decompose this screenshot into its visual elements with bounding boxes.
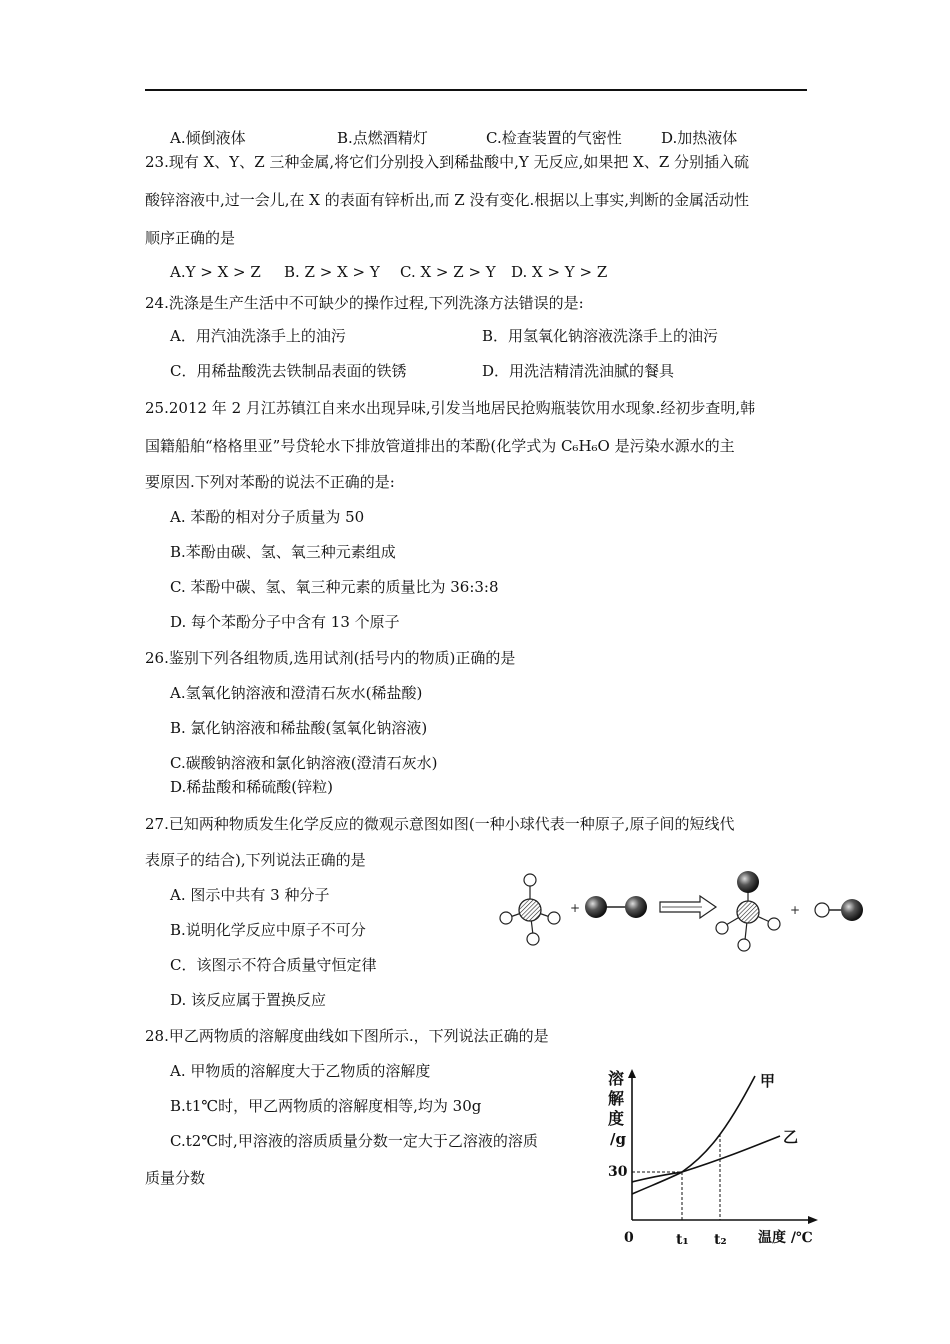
y-axis-label-char-1: 溶	[608, 1069, 625, 1088]
q27-stem-line-1: 27.已知两种物质发生化学反应的微观示意图如图(一种小球代表一种原子,原子间的短线代	[145, 815, 735, 833]
q22-option-c: C.检查装置的气密性	[486, 129, 622, 147]
plus-sign-2: +	[790, 903, 801, 917]
q24-option-b: B．用氢氧化钠溶液洗涤手上的油污	[482, 327, 719, 345]
series-yi-curve	[632, 1136, 780, 1182]
q22-option-d: D.加热液体	[661, 129, 738, 147]
q24-stem: 24.洗涤是生产生活中不可缺少的操作过程,下列洗涤方法错误的是:	[145, 294, 584, 312]
q23-stem-line-2: 酸锌溶液中,过一会儿,在 X 的表面有锌析出,而 Z 没有变化.根据以上事实,判断的金属活动性	[145, 191, 750, 209]
solubility-chart	[600, 1064, 830, 1254]
q23-option-c: C. X > Z > Y	[400, 263, 496, 281]
q26-option-c: C.碳酸钠溶液和氯化钠溶液(澄清石灰水)	[170, 754, 438, 772]
q28-option-b: B.t1℃时，甲乙两物质的溶解度相等,均为 30g	[170, 1097, 482, 1115]
q23-option-d: D. X > Y > Z	[511, 263, 608, 281]
y-axis-label-char-2: 解	[608, 1089, 625, 1108]
q26-option-d: D.稀盐酸和稀硫酸(锌粒)	[170, 778, 333, 796]
product-molecule-2	[815, 899, 863, 921]
origin-label: 0	[624, 1230, 634, 1246]
plus-sign-1: +	[570, 901, 581, 915]
q27-option-d: D. 该反应属于置换反应	[170, 991, 327, 1009]
product-molecule-1	[716, 871, 780, 951]
q27-stem-line-2: 表原子的结合),下列说法正确的是	[145, 851, 366, 869]
q25-stem-line-1: 25.2012 年 2 月江苏镇江自来水出现异味,引发当地居民抢购瓶装饮用水现象.经初步查明,韩	[145, 399, 756, 417]
q22-option-b: B.点燃酒精灯	[337, 129, 428, 147]
q27-option-b: B.说明化学反应中原子不可分	[170, 921, 366, 939]
q22-option-a: A.倾倒液体	[170, 129, 246, 147]
reactant-molecule-2	[585, 896, 647, 918]
q26-option-a: A.氢氧化钠溶液和澄清石灰水(稀盐酸)	[170, 684, 423, 702]
q25-option-b: B.苯酚由碳、氢、氧三种元素组成	[170, 543, 396, 561]
reaction-diagram	[490, 862, 870, 962]
q28-option-a: A. 甲物质的溶解度大于乙物质的溶解度	[170, 1062, 431, 1080]
q25-option-c: C. 苯酚中碳、氢、氧三种元素的质量比为 36:3:8	[170, 578, 499, 596]
x-axis-label: 温度 /℃	[758, 1230, 813, 1246]
q25-option-a: A. 苯酚的相对分子质量为 50	[170, 508, 365, 526]
reactant-molecule-1	[500, 874, 560, 945]
x-axis-arrow-icon	[808, 1216, 818, 1224]
y-tick-30: 30	[608, 1164, 628, 1180]
header-rule	[145, 89, 807, 91]
q25-option-d: D. 每个苯酚分子中含有 13 个原子	[170, 613, 400, 631]
x-tick-t2: t₂	[714, 1232, 727, 1248]
q23-option-a: A.Y > X > Z	[170, 263, 261, 281]
q26-option-b: B. 氯化钠溶液和稀盐酸(氢氧化钠溶液)	[170, 719, 428, 737]
q26-stem: 26.鉴别下列各组物质,选用试剂(括号内的物质)正确的是	[145, 649, 516, 667]
series-jia-curve	[632, 1076, 755, 1194]
x-tick-t1: t₁	[676, 1232, 689, 1248]
q24-option-a: A．用汽油洗涤手上的油污	[170, 327, 346, 345]
q27-option-a: A. 图示中共有 3 种分子	[170, 886, 330, 904]
q24-option-d: D．用洗洁精清洗油腻的餐具	[482, 362, 675, 380]
reaction-arrow-icon	[660, 896, 716, 918]
q27-option-c: C．该图示不符合质量守恒定律	[170, 956, 377, 974]
q23-option-b: B. Z > X > Y	[284, 263, 380, 281]
series-jia-label: 甲	[760, 1072, 776, 1090]
y-axis-label-char-3: 度	[608, 1109, 625, 1128]
q25-stem-line-2: 国籍船舶“格格里亚”号贷轮水下排放管道排出的苯酚(化学式为 C₆H₆O 是污染水源水的主	[145, 437, 735, 455]
q23-stem-line-3: 顺序正确的是	[145, 229, 236, 247]
y-axis-arrow-icon	[628, 1069, 636, 1078]
series-yi-label: 乙	[783, 1128, 799, 1146]
q28-stem: 28.甲乙两物质的溶解度曲线如下图所示.，下列说法正确的是	[145, 1027, 549, 1045]
q23-stem-line-1: 23.现有 X、Y、Z 三种金属,将它们分别投入到稀盐酸中,Y 无反应,如果把 X、Z 分别插入硫	[145, 153, 750, 171]
q28-option-c-continuation: 质量分数	[145, 1169, 206, 1187]
q25-stem-line-3: 要原因.下列对苯酚的说法不正确的是:	[145, 473, 395, 491]
q28-option-c: C.t2℃时,甲溶液的溶质质量分数一定大于乙溶液的溶质	[170, 1132, 538, 1150]
q24-option-c: C．用稀盐酸洗去铁制品表面的铁锈	[170, 362, 407, 380]
y-axis-label-char-4: /g	[610, 1130, 626, 1148]
